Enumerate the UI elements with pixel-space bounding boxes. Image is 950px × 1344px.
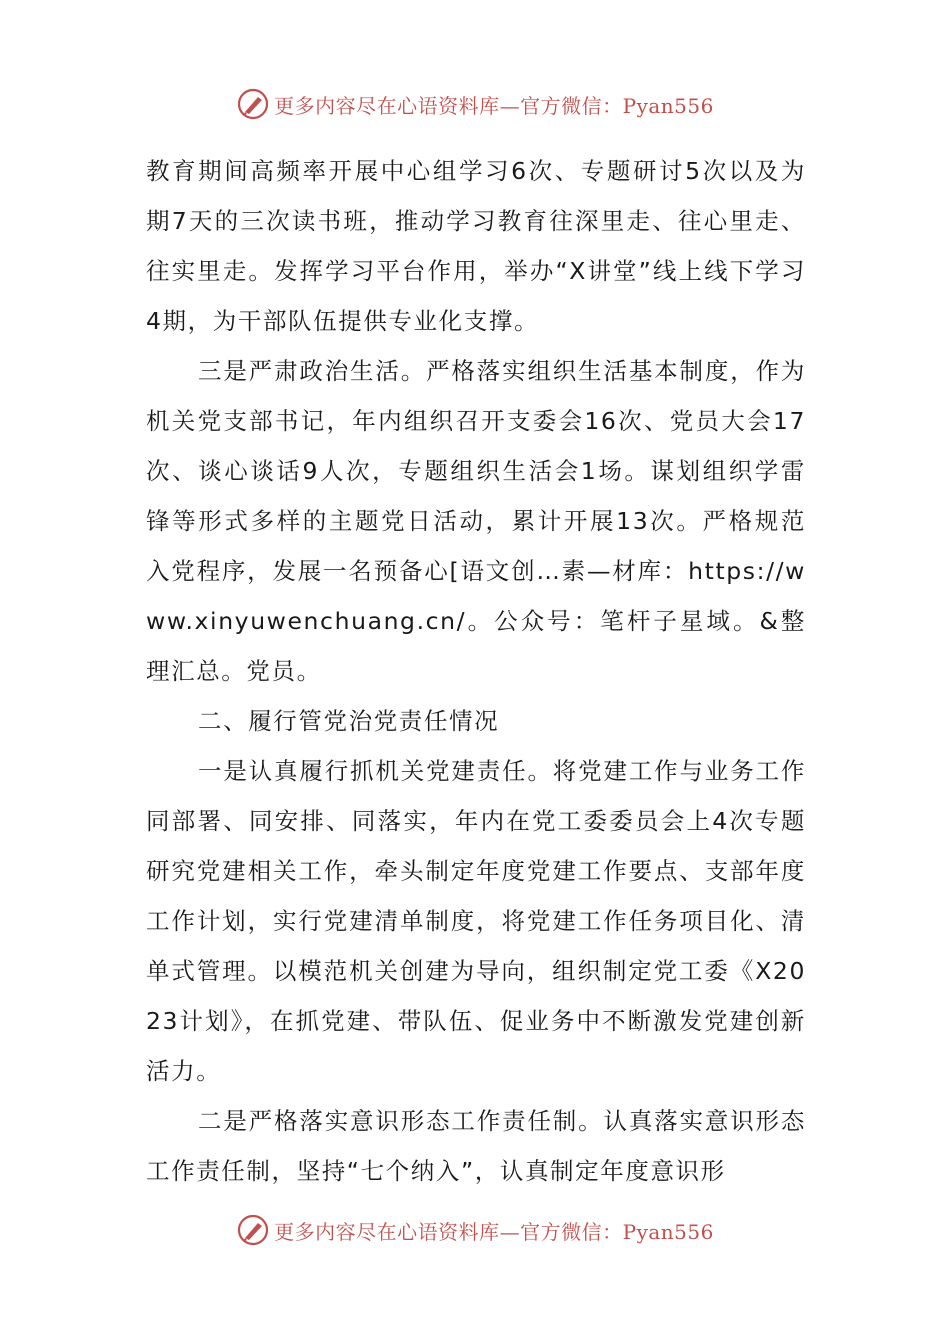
- document-body: [146, 146, 806, 1196]
- footer-watermark: [0, 1210, 950, 1250]
- paragraph-4: 二是严格落实意识形态工作责任制。认真落实意识形态工作责任制，坚持“七个纳入”，认真制定年度意识形: [146, 1107, 806, 1185]
- watermark-text: 更多内容尽在心语资料库—官方微信：Pyan556: [274, 1219, 714, 1244]
- watermark-text: 更多内容尽在心语资料库—官方微信：Pyan556: [274, 93, 714, 118]
- paragraph-1: 教育期间高频率开展中心组学习6次、专题研讨5次以及为期7天的三次读书班，推动学习教育往深里走、往心里走、往实里走。发挥学习平台作用，举办“X讲堂”线上线下学习4期，为干部队伍提供专业化支撑。: [146, 157, 806, 335]
- pen-emblem-icon: [236, 1213, 270, 1247]
- pen-emblem-icon: [236, 87, 270, 121]
- paragraph-2: 三是严肃政治生活。严格落实组织生活基本制度，作为机关党支部书记，年内组织召开支委会16次、党员大会17次、谈心谈话9人次，专题组织生活会1场。谋划组织学雷锋等形式多样的主题党日活动，累计开展13次。严格规范入党程序，发展一名预备心[语文创…素—材库：https://www.xinyuwenchuang.cn/。公众号：笔杆子星域。&整理汇总。党员。: [146, 357, 806, 685]
- paragraph-3: 一是认真履行抓机关党建责任。将党建工作与业务工作同部署、同安排、同落实，年内在党工委委员会上4次专题研究党建相关工作，牵头制定年度党建工作要点、支部年度工作计划，实行党建清单制度，将党建工作任务项目化、清单式管理。以模范机关创建为导向，组织制定党工委《X2023计划》，在抓党建、带队伍、促业务中不断激发党建创新活力。: [146, 757, 806, 1085]
- section-heading: 二、履行管党治党责任情况: [198, 707, 500, 735]
- header-watermark: [0, 84, 950, 124]
